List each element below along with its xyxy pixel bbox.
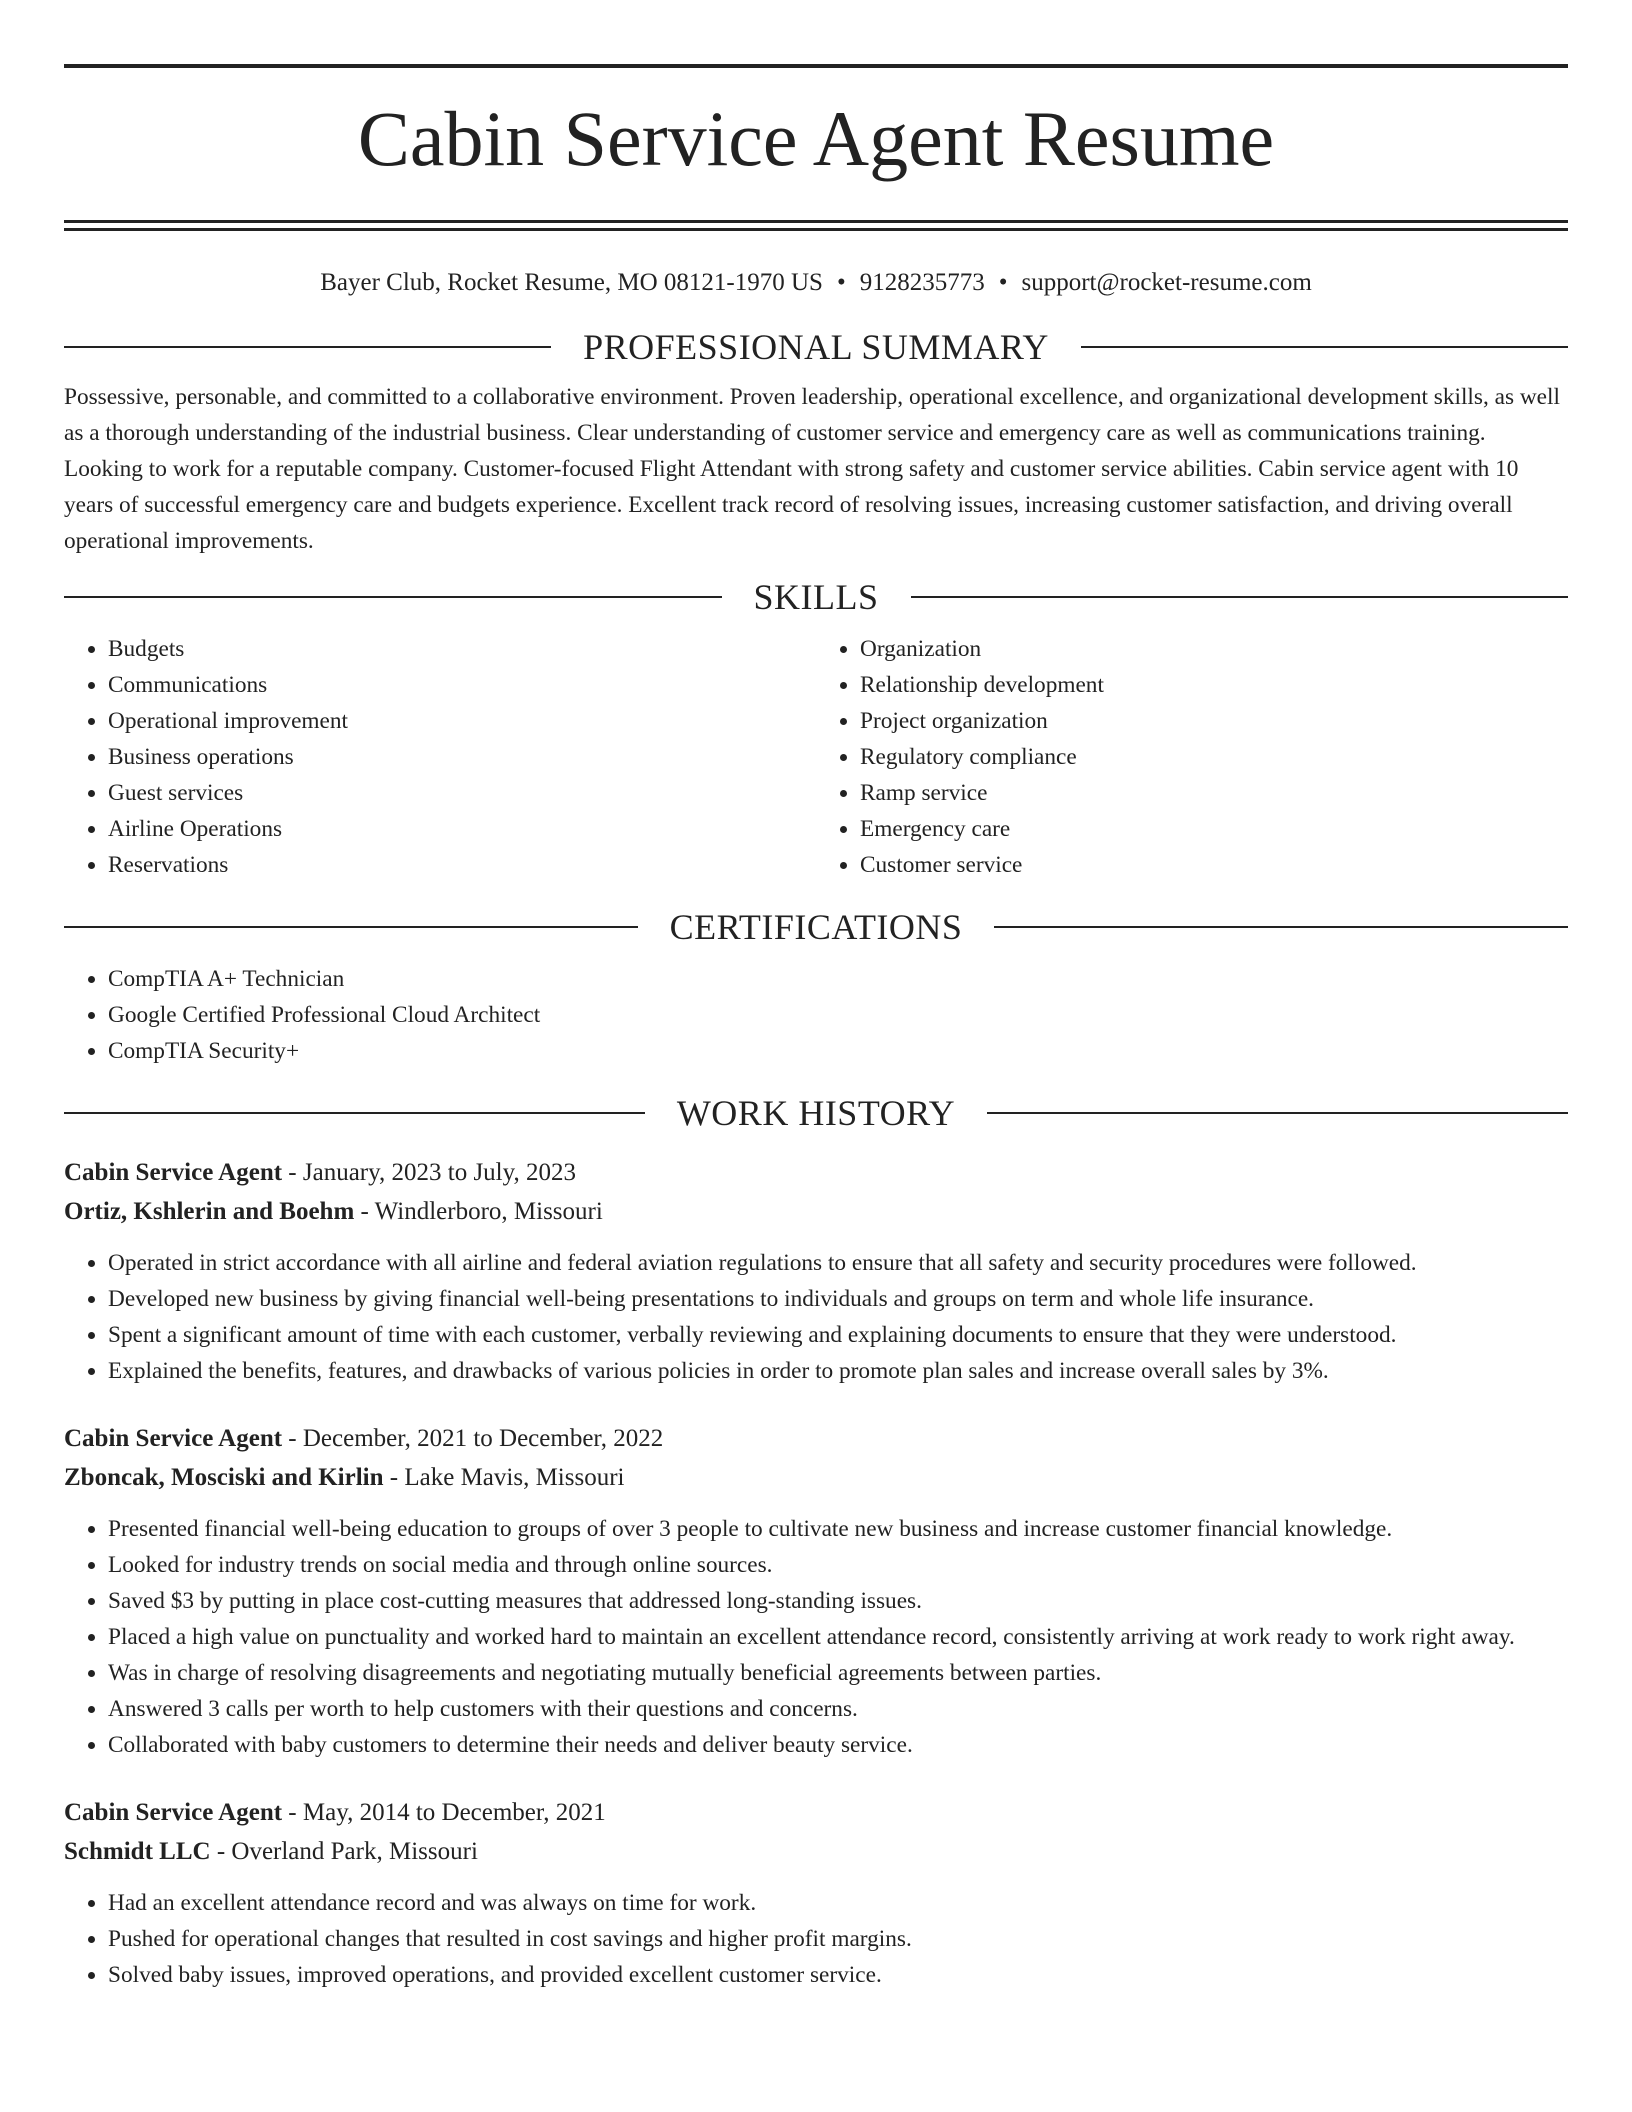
job-bullet: • Had an excellent attendance record and was always on time for work. [108,1885,1568,1921]
job-role: Cabin Service Agent [64,1425,283,1452]
resume-page [64,64,1568,1993]
skill-item: • Ramp service [860,775,1568,811]
job-dates: May, 2014 to December, 2021 [302,1799,606,1826]
job-location: Lake Mavis, Missouri [404,1464,625,1491]
job-bullet: • Placed a high value on punctuality and worked hard to maintain an excellent attendance record, consistently arriving at work ready to work right away. [108,1619,1568,1655]
job-bullet: • Explained the benefits, features, and drawbacks of various policies in order to promote plan sales and increase overall sales by 3%. [108,1353,1568,1389]
summary-heading: PROFESSIONAL SUMMARY [583,327,1049,367]
contact-phone[interactable]: 9128235773 [859,269,985,296]
job-role: Cabin Service Agent [64,1159,283,1186]
contact-separator: • [998,269,1008,296]
job-company: Schmidt LLC [64,1838,211,1865]
resume-title: Cabin Service Agent Resume [357,95,1275,182]
heading-rule [987,1112,1568,1114]
job-company-line: Schmidt LLC - Overland Park, Missouri [64,1838,478,1865]
job-company: Ortiz, Kshlerin and Boehm [64,1198,355,1225]
skill-item: • Project organization [860,703,1568,739]
certification-item: • Google Certified Professional Cloud Architect [108,997,1568,1033]
job-bullet: • Was in charge of resolving disagreements and negotiating mutually beneficial agreements between parties. [108,1655,1568,1691]
job-dates: December, 2021 to December, 2022 [302,1425,664,1452]
heading-rule [1081,346,1568,348]
job-bullet: • Spent a significant amount of time with each customer, verbally reviewing and explaining documents to ensure that they were understood. [108,1317,1568,1353]
job-entry [64,1793,1568,1993]
summary-heading-row [64,325,1568,369]
job-bullet: • Pushed for operational changes that resulted in cost savings and higher profit margins. [108,1921,1568,1957]
job-bullet: • Presented financial well-being education to groups of over 3 people to cultivate new business and increase customer financial knowledge. [108,1511,1568,1547]
certifications-list [64,961,1568,1069]
skill-item: • Reservations [108,847,816,883]
skill-item: • Business operations [108,739,816,775]
job-bullets [64,1511,1568,1763]
job-location: Overland Park, Missouri [231,1838,478,1865]
skill-item: • Customer service [860,847,1568,883]
job-entry [64,1419,1568,1763]
skills-list-right [816,631,1568,883]
skill-item: • Regulatory compliance [860,739,1568,775]
heading-rule [64,596,722,598]
certifications-heading-row [64,905,1568,949]
job-company: Zboncak, Mosciski and Kirlin [64,1464,384,1491]
skills-heading-row [64,575,1568,619]
heading-rule [994,926,1568,928]
skill-item: • Airline Operations [108,811,816,847]
job-bullet: • Saved $3 by putting in place cost-cutting measures that addressed long-standing issues. [108,1583,1568,1619]
contact-email[interactable]: support@rocket-resume.com [1021,269,1312,296]
heading-rule [64,1112,645,1114]
job-dates: January, 2023 to July, 2023 [302,1159,576,1186]
skills-heading: SKILLS [753,577,879,617]
job-bullet: • Solved baby issues, improved operations, and provided excellent customer service. [108,1957,1568,1993]
contact-address: Bayer Club, Rocket Resume, MO 08121-1970 US [320,269,823,296]
job-bullet: • Collaborated with baby customers to determine their needs and deliver beauty service. [108,1727,1568,1763]
work-heading-row [64,1091,1568,1135]
title-double-rule [64,220,1568,231]
skill-item: • Guest services [108,775,816,811]
skill-item: • Budgets [108,631,816,667]
certifications-heading: CERTIFICATIONS [669,907,963,947]
heading-rule [64,926,638,928]
job-bullets [64,1885,1568,1993]
skill-item: • Relationship development [860,667,1568,703]
contact-line [64,267,1568,299]
job-role-line: Cabin Service Agent - January, 2023 to July, 2023 [64,1159,576,1186]
job-location: Windlerboro, Missouri [374,1198,603,1225]
work-heading: WORK HISTORY [676,1093,956,1133]
contact-separator: • [836,269,846,296]
job-role-line: Cabin Service Agent - December, 2021 to December, 2022 [64,1425,664,1452]
skill-item: • Emergency care [860,811,1568,847]
skills-list-left [64,631,816,883]
skill-item: • Communications [108,667,816,703]
job-role: Cabin Service Agent [64,1799,283,1826]
summary-text: Possessive, personable, and committed to a collaborative environment. Proven leadership, operational excellence, and organizational development skills, as well as a thorough understanding of the industrial business. Clear understanding of customer service and emergency care as well as communications training. Looking to work for a reputable company. Customer-focused Flight Attendant with strong safety and customer service abilities. Cabin service agent with 10 years of successful emergency care and budgets experience. Excellent track record of resolving issues, increasing customer satisfaction, and driving overall operational improvements. [64,384,1560,554]
skill-item: • Operational improvement [108,703,816,739]
job-bullets [64,1245,1568,1389]
job-company-line: Ortiz, Kshlerin and Boehm - Windlerboro, Missouri [64,1198,603,1225]
job-company-line: Zboncak, Mosciski and Kirlin - Lake Mavis, Missouri [64,1464,625,1491]
skills-columns [64,631,1568,883]
heading-rule [911,596,1569,598]
job-role-line: Cabin Service Agent - May, 2014 to December, 2021 [64,1799,606,1826]
job-entry [64,1153,1568,1389]
job-bullet: • Operated in strict accordance with all airline and federal aviation regulations to ensure that all safety and security procedures were followed. [108,1245,1568,1281]
job-bullet: • Answered 3 calls per worth to help customers with their questions and concerns. [108,1691,1568,1727]
job-bullet: • Developed new business by giving financial well-being presentations to individuals and groups on term and whole life insurance. [108,1281,1568,1317]
certification-item: • CompTIA Security+ [108,1033,1568,1069]
job-bullet: • Looked for industry trends on social media and through online sources. [108,1547,1568,1583]
skill-item: • Organization [860,631,1568,667]
certification-item: • CompTIA A+ Technician [108,961,1568,997]
heading-rule [64,346,551,348]
